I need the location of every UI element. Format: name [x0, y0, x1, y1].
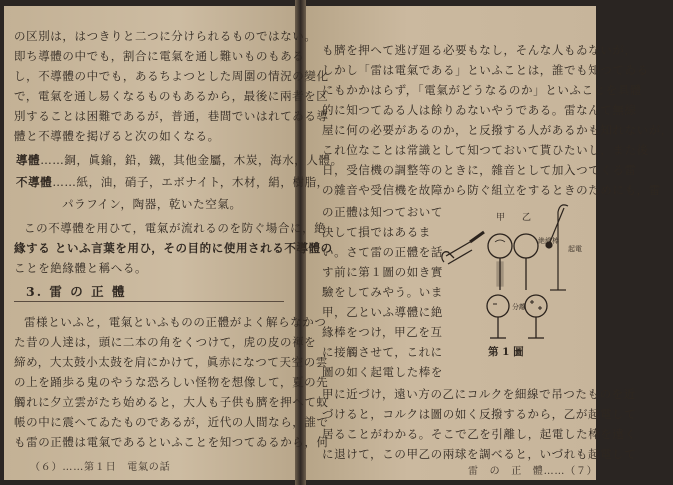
right-bottom-line-4: に退けて，この甲乙の兩球を調べると，いづれも起電して [322, 447, 637, 461]
right-line-8: の雜音や受信機を故障から防ぐ組立をするときのためにも，雷 [322, 183, 661, 197]
left-line-4: で，電氣を通し易くなるものもあるから，最後に兩者を区 [14, 89, 329, 103]
right-narrow-line-7: 緣棒をつけ，甲乙を互 [322, 325, 443, 339]
figure-1-diagram [440, 198, 582, 348]
left-para2-line3: ことを絶緣體と稱へる。 [14, 261, 148, 275]
conductor-text: ……銅，眞鍮，鉛，鐵，其他金屬，木炭，海水，人體。 [40, 153, 343, 167]
conductor-otsu-sphere [514, 234, 538, 290]
left-line-6: 體と不導體を掲げると次の如くなる。 [14, 129, 220, 143]
right-narrow-line-6: 甲，乙といふ導體に絶 [322, 305, 443, 319]
label-insulating-rod: 絶緣棒 [538, 237, 559, 245]
right-bottom-line-3: 居ることがわかる。そこで乙を引離し，起電した棒を遠く [322, 427, 637, 441]
right-line-2: しかし「雷は電氣である」といふことは，誰でも知つてゐる [322, 63, 649, 77]
label-ko: 甲 [496, 213, 506, 223]
left-line-1: の区別は，はつきりと二つに分けられるものではない。 [14, 29, 317, 43]
insulator-text-1: ……紙，油，硝子，エボナイト，木材，絹，樹脂， [52, 175, 329, 189]
right-narrow-line-4: す前に第１圖の如き實 [322, 265, 443, 279]
right-narrow-line-2: 決して損ではあるま [322, 225, 431, 239]
conductor-row [16, 152, 343, 168]
separated-otsu-sphere [525, 295, 547, 338]
insulator-label: 不導體 [16, 175, 53, 189]
left-para3-line3: 締め，大太鼓小太鼓を肩にかけて，眞赤になつて天空の雲 [14, 355, 328, 369]
right-narrow-line-3: い。さて雷の正體を話 [322, 245, 443, 259]
label-separated: 分離 [512, 303, 526, 311]
left-para3-line2: た昔の人達は，頭に二本の角をくつけて，虎の皮の褌を [14, 335, 317, 349]
insulator-row [16, 174, 329, 190]
right-narrow-line-1: の正體は知つておいて [322, 205, 443, 219]
insulator-text-2: パラフイン，陶器，乾いた空氣。 [62, 197, 242, 211]
left-page-footer: （６）……第１日 電氣の話 [30, 462, 171, 473]
left-para3-line5: 觸れに夕立雲がたち始めると，大人も子供も臍を押へて蚊 [14, 395, 329, 409]
conductor-label: 導體 [16, 153, 41, 167]
separated-ko-sphere [487, 295, 509, 338]
left-line-2: 即ち導體の中でも，割合に電氣を通し難いものもある [14, 49, 305, 63]
left-para2-line1: この不導體を用ひて，電氣が流れるのを防ぐ場合に，絶 [24, 221, 327, 235]
label-otsu: 乙 [522, 213, 532, 223]
charged-rod-hand-icon [442, 232, 484, 264]
right-line-1: も臍を押へて逃げ廻る必要もなし，そんな人もゐないが， [322, 43, 637, 57]
left-para3-line1: 雷様といふと，電氣といふものの正體がよく解らなかつ [24, 315, 327, 329]
left-para3-line7: も雷の正體は電氣であるといふことを知つてゐるから，何 [14, 435, 329, 449]
left-para2-line2: 緣する といふ言葉を用ひ，その目的に使用される不導體の [14, 241, 333, 255]
right-line-7: 日，受信機の調整等のときに，雜音として加入つてくる雷 [322, 163, 637, 177]
right-line-5: 屋に何の必要があるのか，と反撥する人があるかも知れないが， [322, 123, 673, 137]
right-page-footer: 雷 の 正 體……（７） [468, 466, 598, 477]
section-heading: 3. 雷 の 正 體 [26, 284, 127, 299]
right-narrow-line-9: 圖の如く起電した棒を [322, 365, 443, 379]
right-narrow-line-8: に接觸させて，これに [322, 345, 443, 359]
cork-ball-stand-icon [546, 205, 568, 290]
right-line-3: にもかかはらず，「電氣がどうなるのか」といふことを具體 [322, 83, 643, 97]
left-line-5: 別することは困難であるが，普通，巷間でいはれてゐる導 [14, 109, 329, 123]
conductor-ko-sphere [488, 234, 512, 290]
section-underline [14, 301, 284, 302]
right-line-4: 的に知つてゐる人は餘りゐないやうである。雷なんて無線 [322, 103, 637, 117]
right-narrow-line-5: 驗をしてみやう。いま [322, 285, 443, 299]
right-bottom-line-1: 甲に近づけ，遠い方の乙にコルクを細線で吊つたものを近 [322, 387, 636, 401]
label-charged: 起電 [568, 245, 582, 253]
right-bottom-line-2: づけると，コルクは圖の如く反撥するから，乙が起電して [322, 407, 637, 421]
left-para3-line4: の上を踊歩る鬼のやうな恐ろしい怪物を想像して，夏の先 [14, 375, 329, 389]
right-line-6: これ位なことは常識として知つておいて貰ひたいし，また後 [322, 143, 649, 157]
left-para3-line6: 帳の中に震へてゐたものであるが，近代の人間なら，誰で [14, 415, 329, 429]
left-line-3: し，不導體の中でも，あるちよつとした周圍の情況の變化 [14, 69, 329, 83]
figure-1-caption: 第 1 圖 [488, 346, 524, 358]
